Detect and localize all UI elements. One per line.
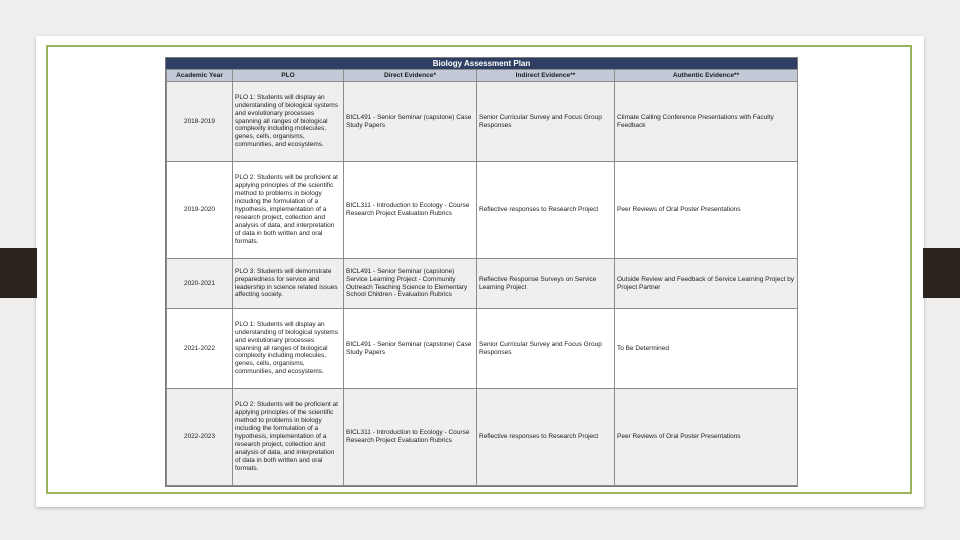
right-tab-decoration (923, 248, 960, 298)
authentic-cell: Peer Reviews of Oral Poster Presentations (615, 162, 798, 259)
col-header-indirect: Indirect Evidence** (477, 70, 615, 82)
direct-cell: BICL311 - Introduction to Ecology - Course Research Project Evaluation Rubrics (344, 162, 477, 259)
table-row (167, 309, 798, 389)
col-header-year: Academic Year (167, 70, 233, 82)
plo-cell: PLO 2: Students will be proficient at applying principles of the scientific method to problems in biology including the formulation of a hypothesis, implementation of a research project, collection and analysis of data, and interpretation of data in both written and oral formats. (233, 389, 344, 486)
col-header-direct: Direct Evidence* (344, 70, 477, 82)
indirect-cell: Senior Curricular Survey and Focus Group Responses (477, 82, 615, 162)
table-row (167, 259, 798, 309)
authentic-cell: Outside Review and Feedback of Service Learning Project by Project Partner (615, 259, 798, 309)
year-cell: 2020-2021 (167, 259, 233, 309)
direct-cell: BICL311 - Introduction to Ecology - Course Research Project Evaluation Rubrics (344, 389, 477, 486)
table-row (167, 82, 798, 162)
plo-cell: PLO 1: Students will display an understanding of biological systems and evolutionary processes spanning all ranges of biological complexity including molecules, genes, cells, organisms, communities, and ecosystems. (233, 82, 344, 162)
plo-cell: PLO 2: Students will be proficient at applying principles of the scientific method to problems in biology including the formulation of a hypothesis, implementation of a research project, collection and analysis of data, and interpretation of data in both written and oral formats. (233, 162, 344, 259)
col-header-plo: PLO (233, 70, 344, 82)
header-row (167, 70, 798, 82)
year-cell: 2022-2023 (167, 389, 233, 486)
assessment-plan-table (165, 57, 798, 487)
indirect-cell: Reflective responses to Research Project (477, 389, 615, 486)
table-title: Biology Assessment Plan (166, 58, 797, 69)
plo-cell: PLO 3: Students will demonstrate preparedness for service and leadership in science related issues affecting society. (233, 259, 344, 309)
table-row (167, 389, 798, 486)
year-cell: 2019-2020 (167, 162, 233, 259)
authentic-cell: Climate Calling Conference Presentations with Faculty Feedback (615, 82, 798, 162)
authentic-cell: To Be Determined (615, 309, 798, 389)
year-cell: 2021-2022 (167, 309, 233, 389)
left-tab-decoration (0, 248, 37, 298)
plan-grid (166, 69, 798, 486)
indirect-cell: Senior Curricular Survey and Focus Group Responses (477, 309, 615, 389)
direct-cell: BICL491 - Senior Seminar (capstone) Case Study Papers (344, 82, 477, 162)
direct-cell: BICL491 - Senior Seminar (capstone) Service Learning Project - Community Outreach Teaching Science to Elementary School Children - Evaluation Rubrics (344, 259, 477, 309)
table-row (167, 162, 798, 259)
authentic-cell: Peer Reviews of Oral Poster Presentations (615, 389, 798, 486)
direct-cell: BICL491 - Senior Seminar (capstone) Case Study Papers (344, 309, 477, 389)
plo-cell: PLO 1: Students will display an understanding of biological systems and evolutionary processes spanning all ranges of biological complexity including molecules, genes, cells, organisms, communities, and ecosystems. (233, 309, 344, 389)
year-cell: 2018-2019 (167, 82, 233, 162)
col-header-authentic: Authentic Evidence** (615, 70, 798, 82)
indirect-cell: Reflective responses to Research Project (477, 162, 615, 259)
indirect-cell: Reflective Response Surveys on Service Learning Project (477, 259, 615, 309)
